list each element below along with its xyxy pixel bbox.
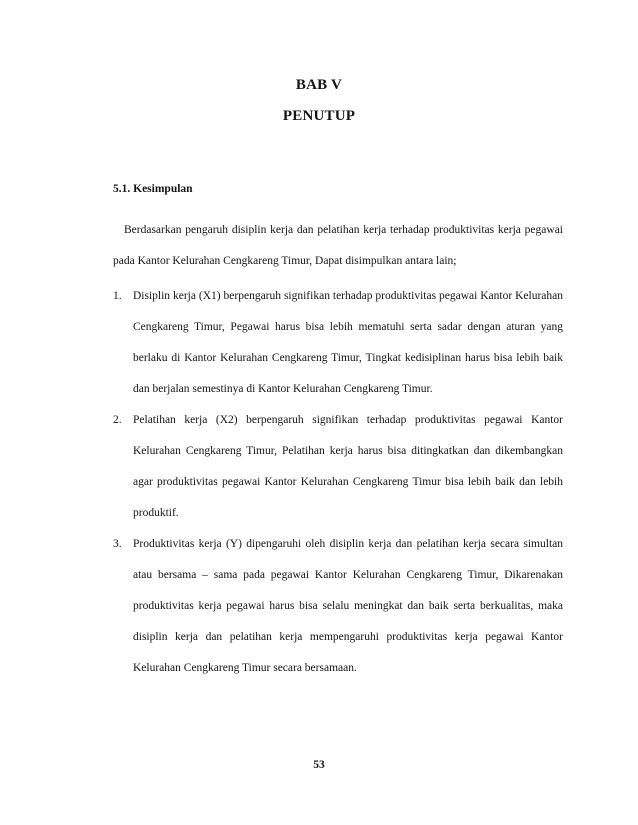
list-item [113,529,563,684]
list-item-text: Pelatihan kerja (X2) berpengaruh signifikan terhadap produktivitas pegawai Kantor Kelurahan Cengkareng Timur, Pelatihan kerja harus bisa ditingkatkan dan dikembangkan agar produktivitas pegawai Kantor Kelurahan Cengkareng Timur bisa lebih baik dan lebih produktif. [133,414,563,519]
list-item-number: 1. [113,290,122,302]
chapter-name: PENUTUP [282,108,356,124]
chapter-title: BAB V [295,77,343,93]
list-item-text: Produktivitas kerja (Y) dipengaruhi oleh disiplin kerja dan pelatihan kerja secara simultan atau bersama – sama pada pegawai Kantor Kelurahan Cengkareng Timur, Dikarenakan produktivitas kerja pegawai harus bisa selalu meningkat dan baik serta berkualitas, maka disiplin kerja dan pelatihan kerja mempengaruhi produktivitas kerja pegawai Kantor Kelurahan Cengkareng Timur secara bersamaan. [133,538,563,674]
list-item-number: 3. [113,538,122,550]
page-number: 53 [313,759,325,771]
list-item-text: Disiplin kerja (X1) berpengaruh signifikan terhadap produktivitas pegawai Kantor Kelurahan Cengkareng Timur, Pegawai harus bisa lebih mematuhi serta sadar dengan aturan yang berlaku di Kantor Kelurahan Cengkareng Timur, Tingkat kedisiplinan harus bisa lebih baik dan berjalan semestinya di Kantor Kelurahan Cengkareng Timur. [133,290,563,395]
conclusion-list [113,281,563,684]
intro-paragraph: Berdasarkan pengaruh disiplin kerja dan pelatihan kerja terhadap produktivitas kerja pegawai pada Kantor Kelurahan Cengkareng Timur, Dapat disimpulkan antara lain; [113,224,563,267]
section-heading: 5.1. Kesimpulan [113,183,193,195]
list-item-number: 2. [113,414,122,426]
list-item [113,405,563,529]
list-item [113,281,563,405]
